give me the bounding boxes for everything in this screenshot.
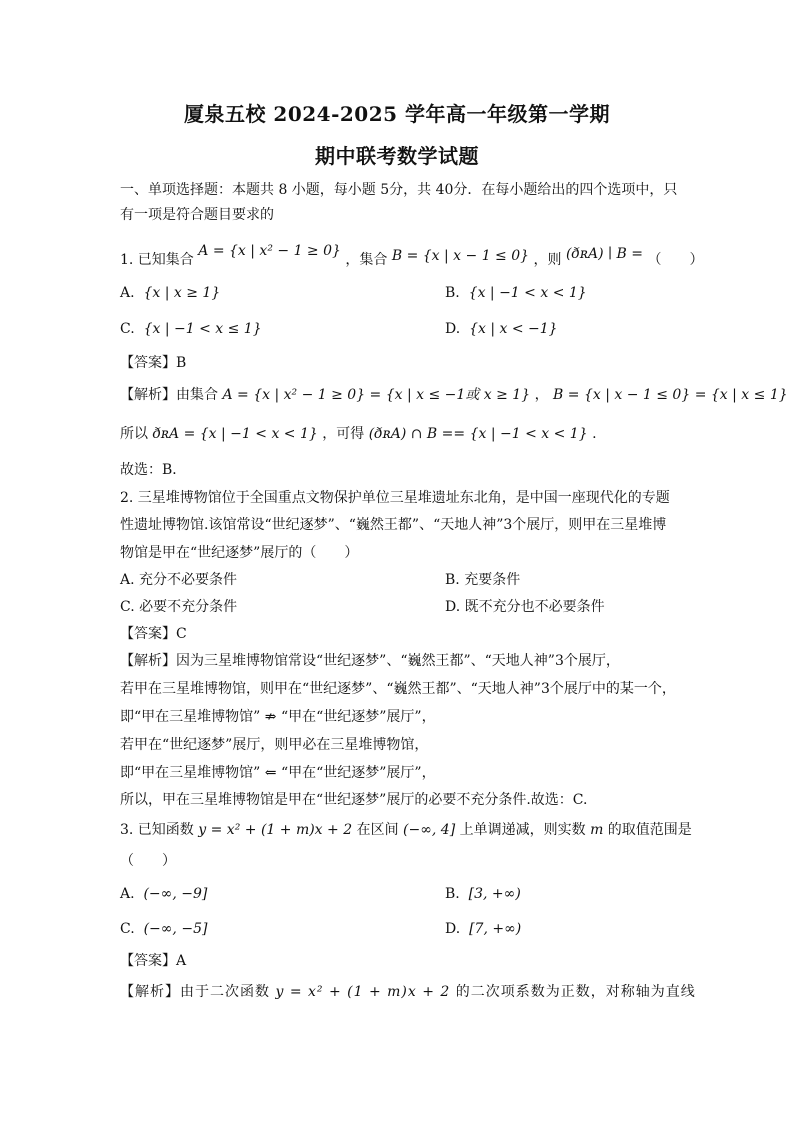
question-2-line2: 性遗址博物馆.该馆常设“世纪逐梦”、“巍然王都”、“天地人神”3个展厅，则甲在三星堆博 bbox=[120, 517, 667, 533]
q3-option-b: B. [3, +∞) bbox=[445, 886, 521, 902]
q3-variable: m bbox=[590, 822, 604, 838]
q1-solution-line1: 【解析】由集合 A = {x | x² − 1 ≥ 0} = {x | x ≤ −1或 x ≥ 1} ， B = {x | x − 1 ≤ 0} = {x | x ≤ 1} bbox=[120, 387, 788, 403]
q2-solution-4: 若甲在“世纪逐梦”展厅，则甲必在三星堆博物馆， bbox=[120, 737, 429, 753]
q1-solution-line3: 故选：B． bbox=[120, 462, 187, 478]
q2-answer: 【答案】C bbox=[120, 626, 187, 642]
q1-option-c: C. {x | −1 < x ≤ 1} bbox=[120, 321, 262, 337]
q3-function: y = x² + (1 + m)x + 2 bbox=[198, 822, 353, 838]
q2-solution-3: 即“甲在三星堆博物馆” ⇏ “甲在“世纪逐梦”展厅”， bbox=[120, 709, 436, 725]
q1-set-a: A = {x | x² − 1 ≥ 0} bbox=[198, 243, 341, 259]
q3-answer: 【答案】A bbox=[120, 953, 187, 969]
q3-solution-1: 【解析】由于二次函数 y = x² + (1 + m)x + 2 的二次项系数为正数，对称轴为直线 bbox=[120, 984, 696, 1000]
section-heading-cont: 有一项是符合题目要求的 bbox=[120, 207, 274, 223]
q1-answer: 【答案】B bbox=[120, 355, 187, 371]
exam-subtitle: 期中联考数学试题 bbox=[315, 144, 479, 168]
q2-option-c: C. 必要不充分条件 bbox=[120, 599, 238, 615]
question-1 bbox=[120, 243, 704, 270]
q1-set-b: B = {x | x − 1 ≤ 0} bbox=[391, 248, 530, 264]
q1-solution-line2: 所以 ðʀA = {x | −1 < x < 1} ，可得 (ðʀA) ∩ B == {x | −1 < x < 1} . bbox=[120, 426, 597, 442]
question-2-line3: 物馆是甲在“世纪逐梦”展厅的（ ） bbox=[120, 545, 359, 561]
q3-option-c: C. (−∞, −5] bbox=[120, 921, 208, 937]
q1-option-b: B. {x | −1 < x < 1} bbox=[445, 285, 587, 301]
q1-end: ，则 bbox=[533, 252, 562, 268]
q3-interval: (−∞, 4] bbox=[403, 822, 456, 838]
q3-paren: （ ） bbox=[120, 853, 176, 869]
q2-solution-2: 若甲在三星堆博物馆，则甲在“世纪逐梦”、“巍然王都”、“天地人神”3个展厅中的某一个， bbox=[120, 681, 676, 697]
q1-option-d: D. {x | x < −1} bbox=[445, 321, 558, 337]
exam-title: 厦泉五校 2024-2025 学年高一年级第一学期 bbox=[183, 102, 611, 126]
q2-solution-6: 所以，甲在三星堆博物馆是甲在“世纪逐梦”展厅的必要不充分条件.故选：C. bbox=[120, 792, 588, 808]
q2-option-b: B. 充要条件 bbox=[445, 572, 521, 588]
q1-paren: （ ） bbox=[647, 252, 704, 268]
q2-option-d: D. 既不充分也不必要条件 bbox=[445, 599, 605, 615]
q1-option-a: A. {x | x ≥ 1} bbox=[120, 285, 221, 301]
q2-option-a: A. 充分不必要条件 bbox=[120, 572, 238, 588]
q1-expr: (ðʀA) ∣ B = bbox=[565, 246, 643, 262]
q2-solution-1: 【解析】因为三星堆博物馆常设“世纪逐梦”、“巍然王都”、“天地人神”3个展厅， bbox=[120, 653, 620, 669]
section-heading: 一、单项选择题：本题共 8 小题，每小题 5分，共 40分．在每小题给出的四个选项中，只 bbox=[120, 182, 678, 198]
q1-prefix: 1. 已知集合 bbox=[120, 252, 194, 268]
q3-option-d: D. [7, +∞) bbox=[445, 921, 522, 937]
q2-solution-5: 即“甲在三星堆博物馆” ⇐ “甲在“世纪逐梦”展厅”， bbox=[120, 765, 436, 781]
q1-mid: ，集合 bbox=[345, 252, 388, 268]
q3-option-a: A. (−∞, −9] bbox=[120, 886, 208, 902]
question-3: 3. 已知函数 y = x² + (1 + m)x + 2 在区间 (−∞, 4] 上单调递减，则实数 m 的取值范围是 bbox=[120, 822, 692, 838]
question-2-line1: 2. 三星堆博物馆位于全国重点文物保护单位三星堆遗址东北角，是中国一座现代化的专题 bbox=[120, 490, 670, 506]
